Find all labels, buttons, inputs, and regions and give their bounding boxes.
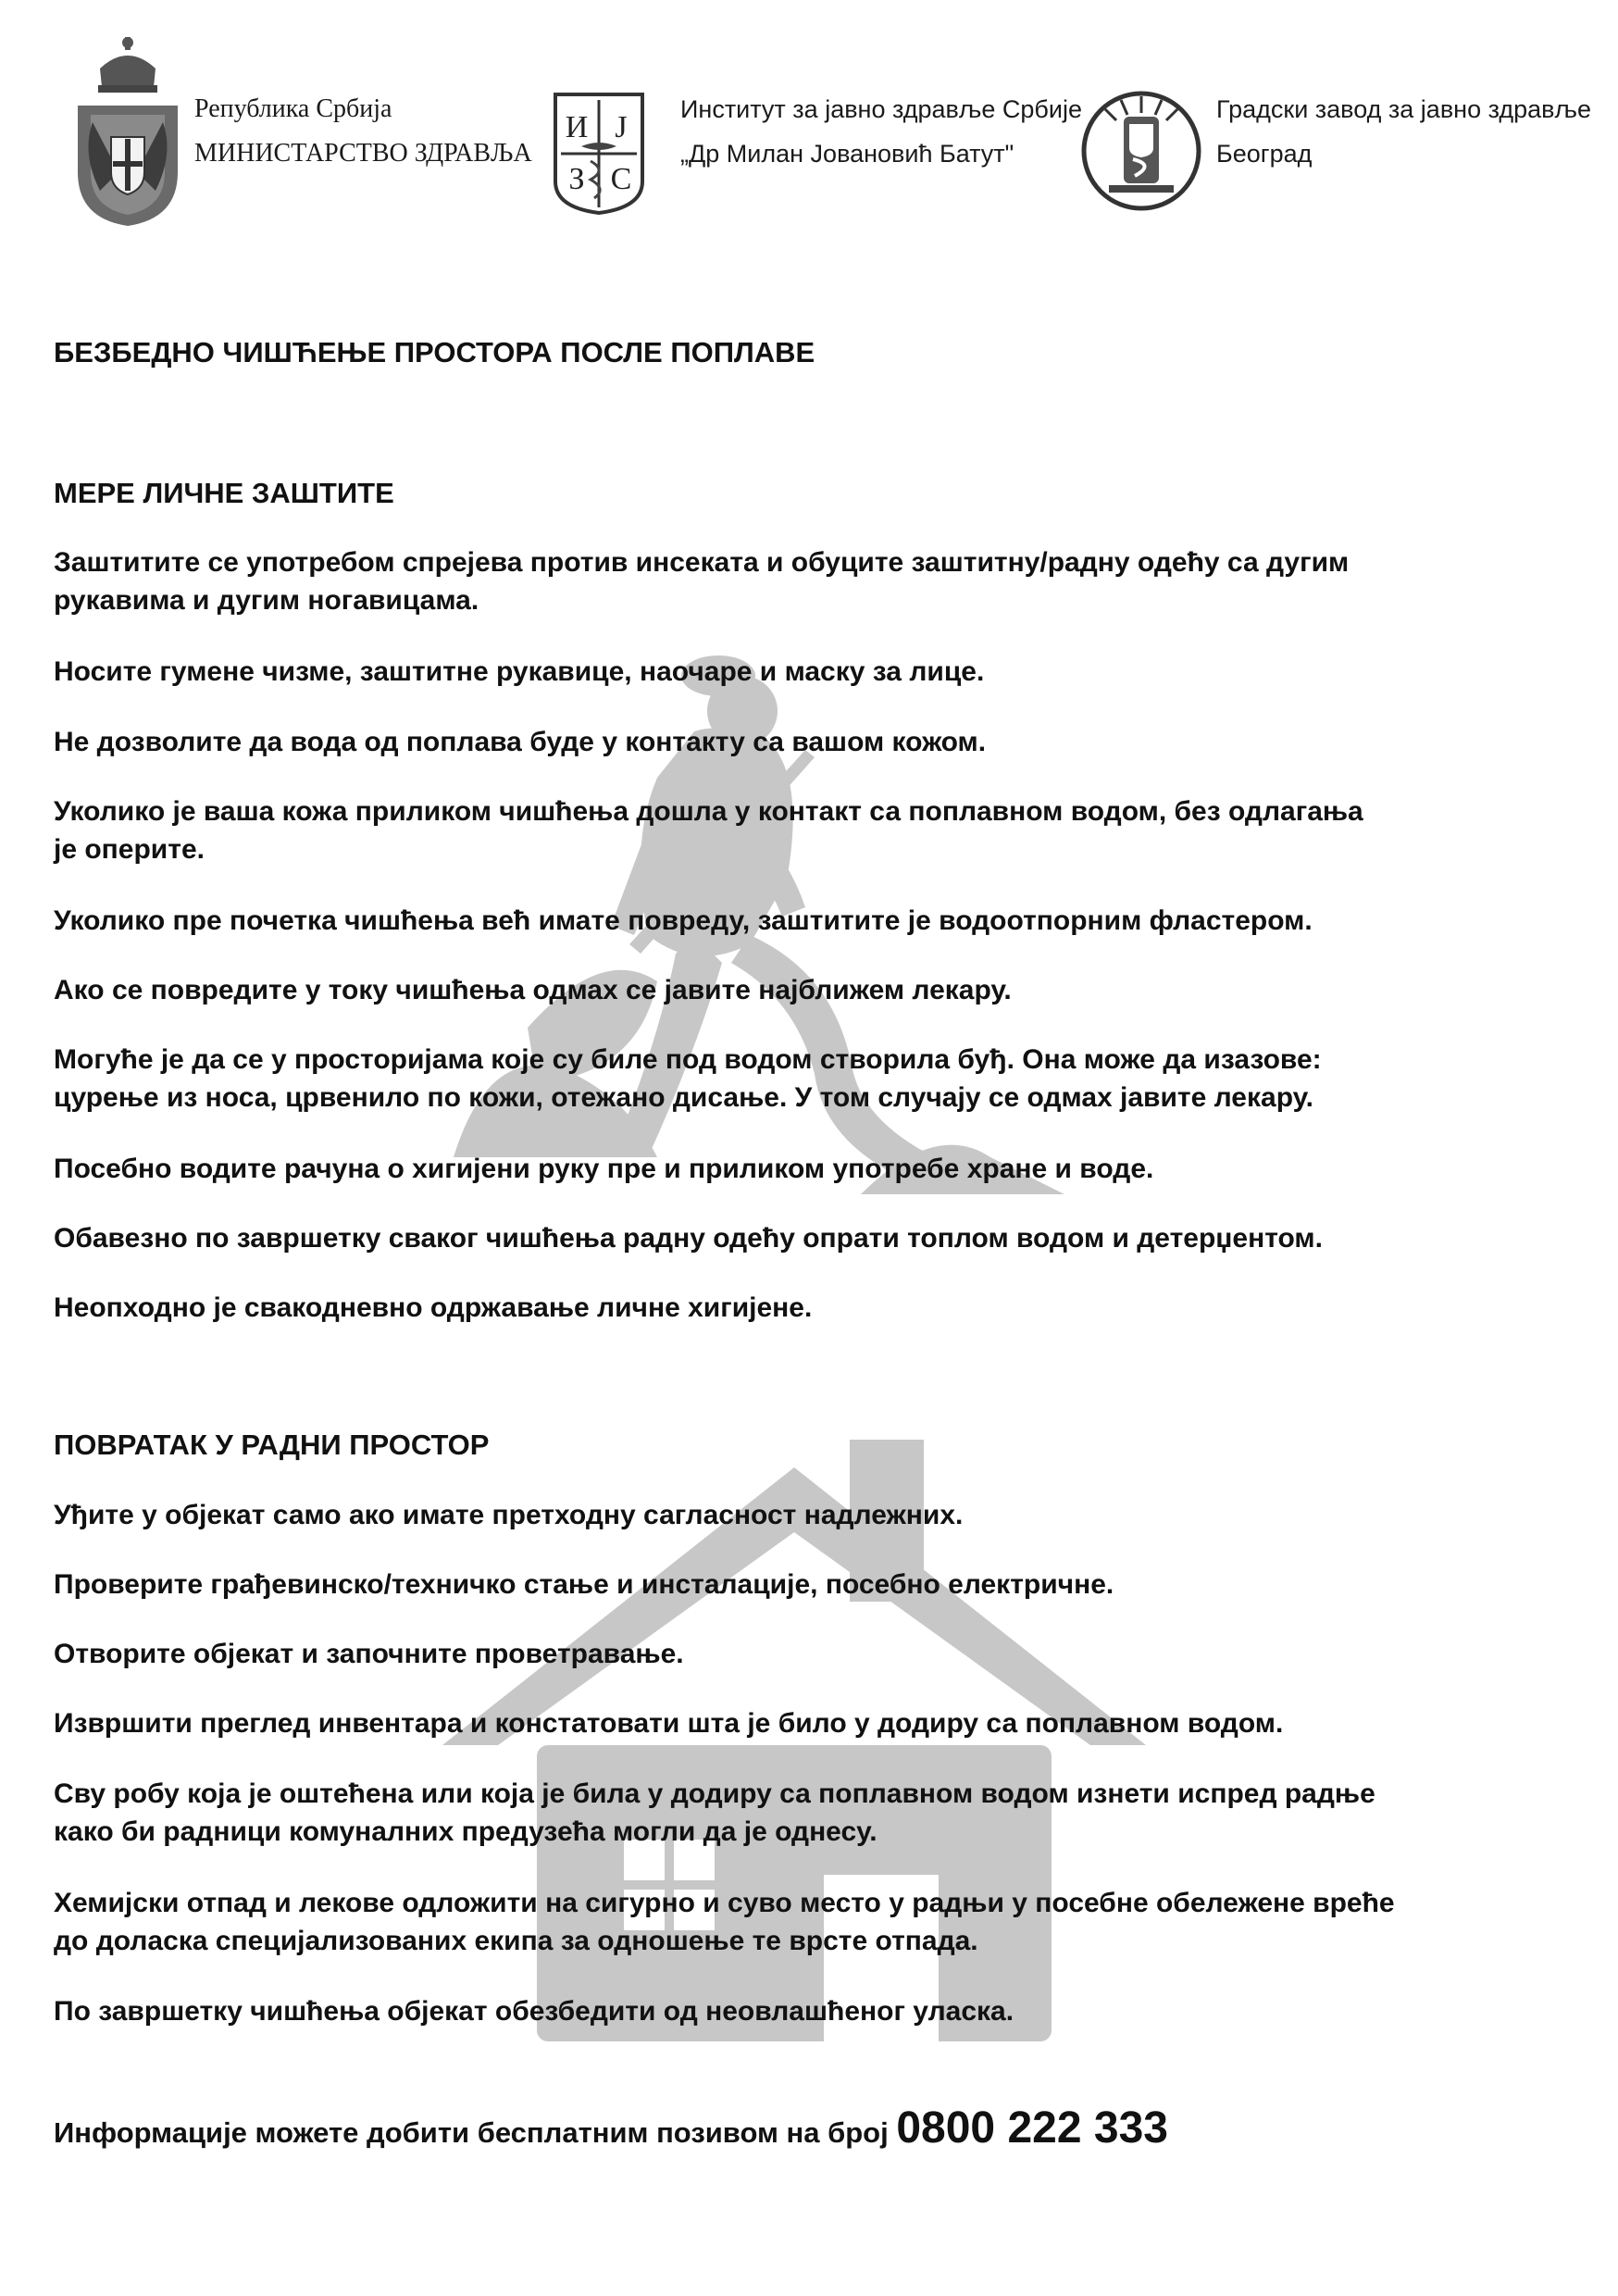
info-footer bbox=[54, 2103, 1572, 2152]
city-institute-name bbox=[1216, 87, 1591, 176]
list-item: Посебно водите рачуна о хигијени руку пре и приликом употребе хране и воде. bbox=[54, 1154, 1154, 1184]
list-item: Хемијски отпад и лекове одложити на сигурно и суво место у радњи у посебне обележене вреће до доласка специјализованих екипа за одношење те врсте отпада. bbox=[54, 1888, 1395, 1956]
institute-logo-letter-2: J bbox=[615, 110, 628, 144]
city-institute-line2: Београд bbox=[1216, 140, 1313, 168]
institute-name bbox=[680, 87, 1082, 176]
phone-number[interactable]: 0800 222 333 bbox=[896, 2103, 1168, 2152]
institute-line2: „Др Милан Јовановић Батут" bbox=[680, 140, 1014, 168]
list-item: Извршити преглед инвентара и констатовати шта је било у додиру са поплавном водом. bbox=[54, 1708, 1284, 1739]
institute-logo-letter-4: С bbox=[610, 162, 632, 196]
page-header bbox=[0, 0, 1618, 241]
list-item: Уђите у објекат само ако имате претходну сагласност надлежних. bbox=[54, 1500, 964, 1530]
list-item: Неопходно је свакодневно одржавање личне хигијене. bbox=[54, 1292, 813, 1323]
list-item: Могуће је да се у просторијама које су биле под водом створила буђ. Она може да изазове: цурење из носа, црвенило по кожи, отежано дисање. У том случају се одмах јавите лекару. bbox=[54, 1044, 1322, 1113]
institute-line1: Институт за јавно здравље Србије bbox=[680, 95, 1082, 123]
ministry-line2: МИНИСТАРСТВО ЗДРАВЉА bbox=[194, 139, 532, 168]
ministry-name bbox=[194, 87, 532, 176]
info-text: Информације можете добити бесплатним позивом на број bbox=[54, 2116, 897, 2149]
list-item: Уколико је ваша кожа приликом чишћења дошла у контакт са поплавном водом, без одлагања је оперите. bbox=[54, 796, 1363, 865]
institute-logo-letter-1: И bbox=[565, 110, 589, 144]
section-heading-return-to-workspace: ПОВРАТАК У РАДНИ ПРОСТОР bbox=[54, 1429, 490, 1461]
section-heading-personal-protection: МЕРЕ ЛИЧНЕ ЗАШТИТЕ bbox=[54, 477, 394, 509]
caduceus-logo-icon bbox=[554, 93, 644, 215]
list-item: Проверите грађевинско/техничко стање и инсталације, посебно електричне. bbox=[54, 1569, 1114, 1600]
institute-logo-letter-3: З bbox=[568, 162, 585, 196]
page-title: БЕЗБЕДНО ЧИШЋЕЊЕ ПРОСТОРА ПОСЛЕ ПОПЛАВЕ bbox=[54, 336, 815, 368]
list-item: Сву робу која је оштећена или која је била у додиру са поплавном водом изнети испред радње како би радници комуналних предузећа могли да је однесу. bbox=[54, 1778, 1375, 1847]
list-item: Отворите објекат и започните проветравање. bbox=[54, 1639, 684, 1669]
ministry-line1: Република Србија bbox=[194, 94, 392, 123]
list-item: Носите гумене чизме, заштитне рукавице, наочаре и маску за лице. bbox=[54, 656, 985, 687]
list-item: Уколико пре почетка чишћења већ имате повреду, заштитите је водоотпорним фластером. bbox=[54, 905, 1313, 936]
city-institute-line1: Градски завод за јавно здравље bbox=[1216, 95, 1591, 123]
list-item: По завршетку чишћења објекат обезбедити од неовлашћеног уласка. bbox=[54, 1996, 1014, 2027]
list-item: Ако се повредите у току чишћења одмах се јавите најближем лекару. bbox=[54, 975, 1012, 1005]
serbia-coat-of-arms-icon bbox=[72, 33, 183, 230]
list-item: Обавезно по завршетку сваког чишћења радну одећу опрати топлом водом и детерџентом. bbox=[54, 1223, 1323, 1254]
city-institute-emblem-icon bbox=[1079, 89, 1203, 213]
list-item: Заштитите се употребом спрејева против инсеката и обуците заштитну/радну одећу са дугим рукавима и дугим ногавицама. bbox=[54, 547, 1350, 616]
list-item: Не дозволите да вода од поплава буде у контакту са вашом кожом. bbox=[54, 727, 987, 757]
